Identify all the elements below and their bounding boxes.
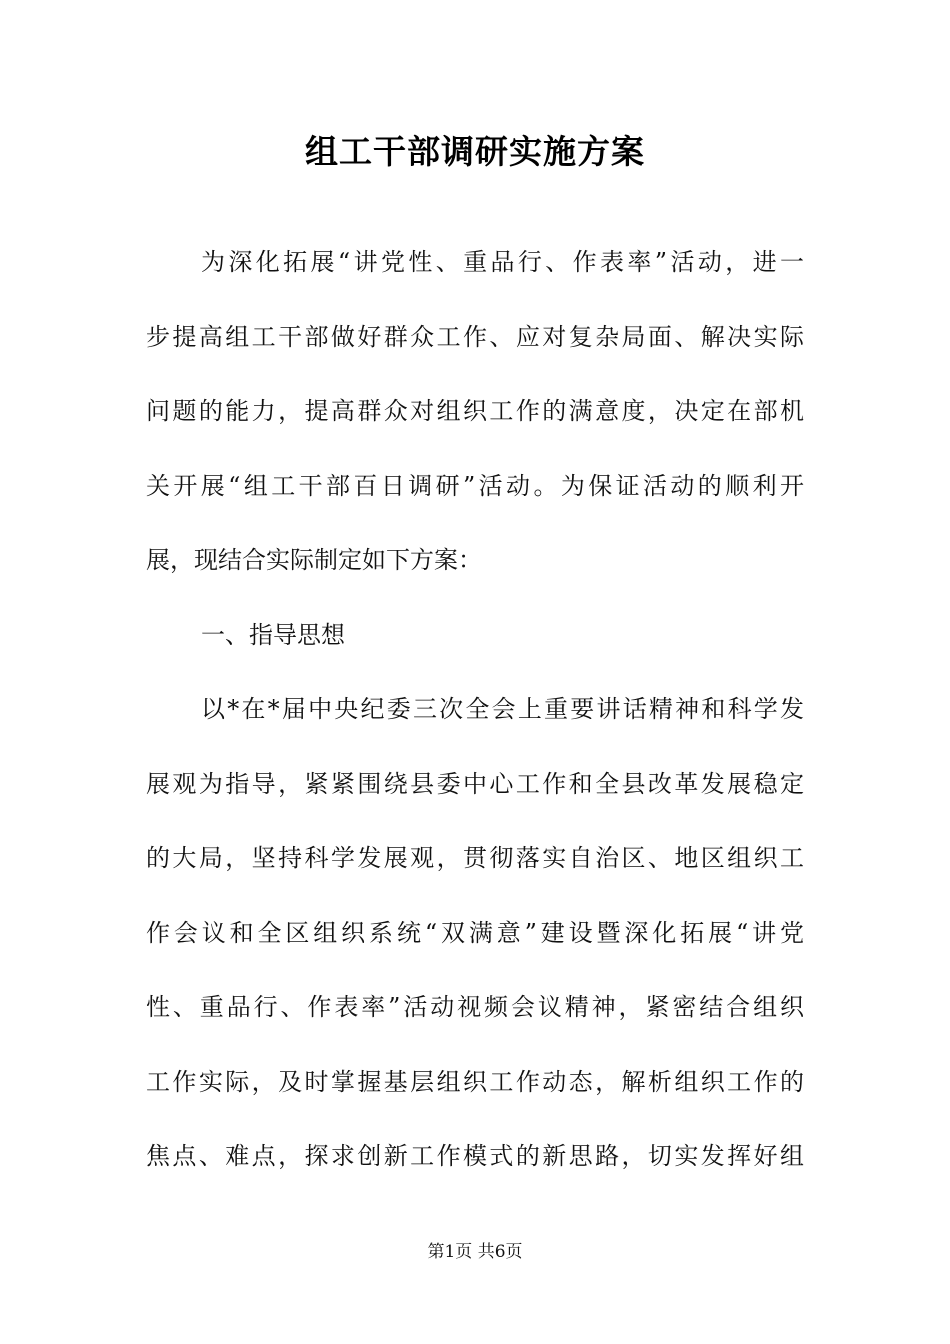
paragraph-line: 步提高组工干部做好群众工作、应对复杂局面、解决实际	[146, 322, 804, 351]
paragraph-line: 的大局，坚持科学发展观，贯彻落实自治区、地区组织工	[146, 844, 804, 872]
paragraph-line: 工作实际，及时掌握基层组织工作动态，解析组织工作的	[146, 1067, 804, 1096]
paragraph-line: 为深化拓展“讲党性、重品行、作表率”活动，进一	[201, 248, 804, 276]
document-body	[146, 225, 804, 1194]
paragraph-line: 以*在*届中央纪委三次全会上重要讲话精神和科学发	[201, 695, 804, 723]
paragraph-line: 关开展“组工干部百日调研”活动。为保证活动的顺利开	[146, 471, 804, 500]
paragraph-line: 性、重品行、作表率”活动视频会议精神，紧密结合组织	[146, 993, 804, 1021]
paragraph-line: 作会议和全区组织系统“双满意”建设暨深化拓展“讲党	[146, 918, 804, 947]
paragraph-line: 展，现结合实际制定如下方案：	[146, 546, 482, 574]
paragraph-line: 展观为指导，紧紧围绕县委中心工作和全县改革发展稳定	[146, 769, 804, 798]
document-title: 组工干部调研实施方案	[305, 132, 645, 171]
paragraph-line: 焦点、难点，探求创新工作模式的新思路，切实发挥好组	[146, 1142, 804, 1170]
page-footer: 第1页 共6页	[427, 1242, 523, 1262]
paragraph-line: 问题的能力，提高群众对组织工作的满意度，决定在部机	[146, 397, 804, 425]
section-heading: 一、指导思想	[201, 620, 345, 649]
